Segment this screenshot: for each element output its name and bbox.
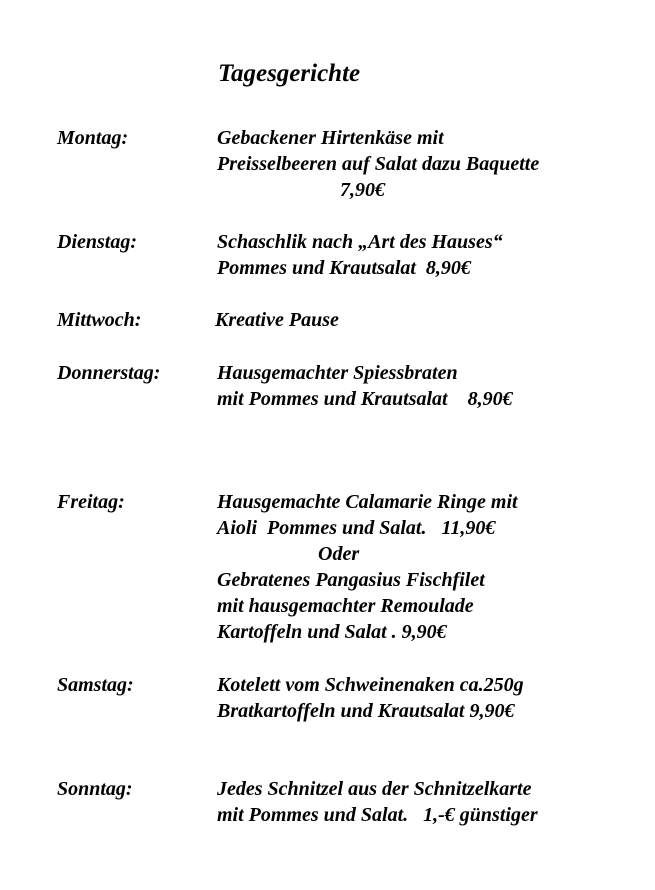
day-label-sonntag: Sonntag: bbox=[57, 778, 133, 800]
dish-line: Kotelett vom Schweinenaken ca.250g bbox=[217, 674, 524, 696]
dish-line: Preisselbeeren auf Salat dazu Baquette bbox=[217, 153, 540, 175]
day-label-freitag: Freitag: bbox=[57, 491, 125, 513]
dish-line: Hausgemachter Spiessbraten bbox=[217, 362, 458, 384]
dish-line: Gebackener Hirtenkäse mit bbox=[217, 127, 444, 149]
page-title: Tagesgerichte bbox=[218, 60, 361, 87]
dish-line: Pommes und Krautsalat 8,90€ bbox=[217, 257, 471, 279]
dish-line: mit Pommes und Krautsalat 8,90€ bbox=[217, 388, 513, 410]
dish-line: mit hausgemachter Remoulade bbox=[217, 595, 474, 617]
dish-line: Kreative Pause bbox=[215, 309, 339, 331]
dish-line: Hausgemachte Calamarie Ringe mit bbox=[217, 491, 518, 513]
dish-line: Jedes Schnitzel aus der Schnitzelkarte bbox=[217, 778, 532, 800]
dish-line: Bratkartoffeln und Krautsalat 9,90€ bbox=[217, 700, 515, 722]
dish-line: Kartoffeln und Salat . 9,90€ bbox=[217, 621, 447, 643]
dish-line: Gebratenes Pangasius Fischfilet bbox=[217, 569, 485, 591]
dish-price: 7,90€ bbox=[340, 179, 385, 201]
dish-line: Aioli Pommes und Salat. 11,90€ bbox=[217, 517, 496, 539]
day-label-dienstag: Dienstag: bbox=[57, 231, 137, 253]
day-label-donnerstag: Donnerstag: bbox=[57, 362, 161, 384]
dish-line: Schaschlik nach „Art des Hauses“ bbox=[217, 231, 503, 253]
dish-line-oder: Oder bbox=[318, 543, 360, 565]
day-label-samstag: Samstag: bbox=[57, 674, 134, 696]
dish-line: mit Pommes und Salat. 1,-€ günstiger bbox=[217, 804, 538, 826]
day-label-montag: Montag: bbox=[57, 127, 129, 149]
day-label-mittwoch: Mittwoch: bbox=[57, 309, 142, 331]
